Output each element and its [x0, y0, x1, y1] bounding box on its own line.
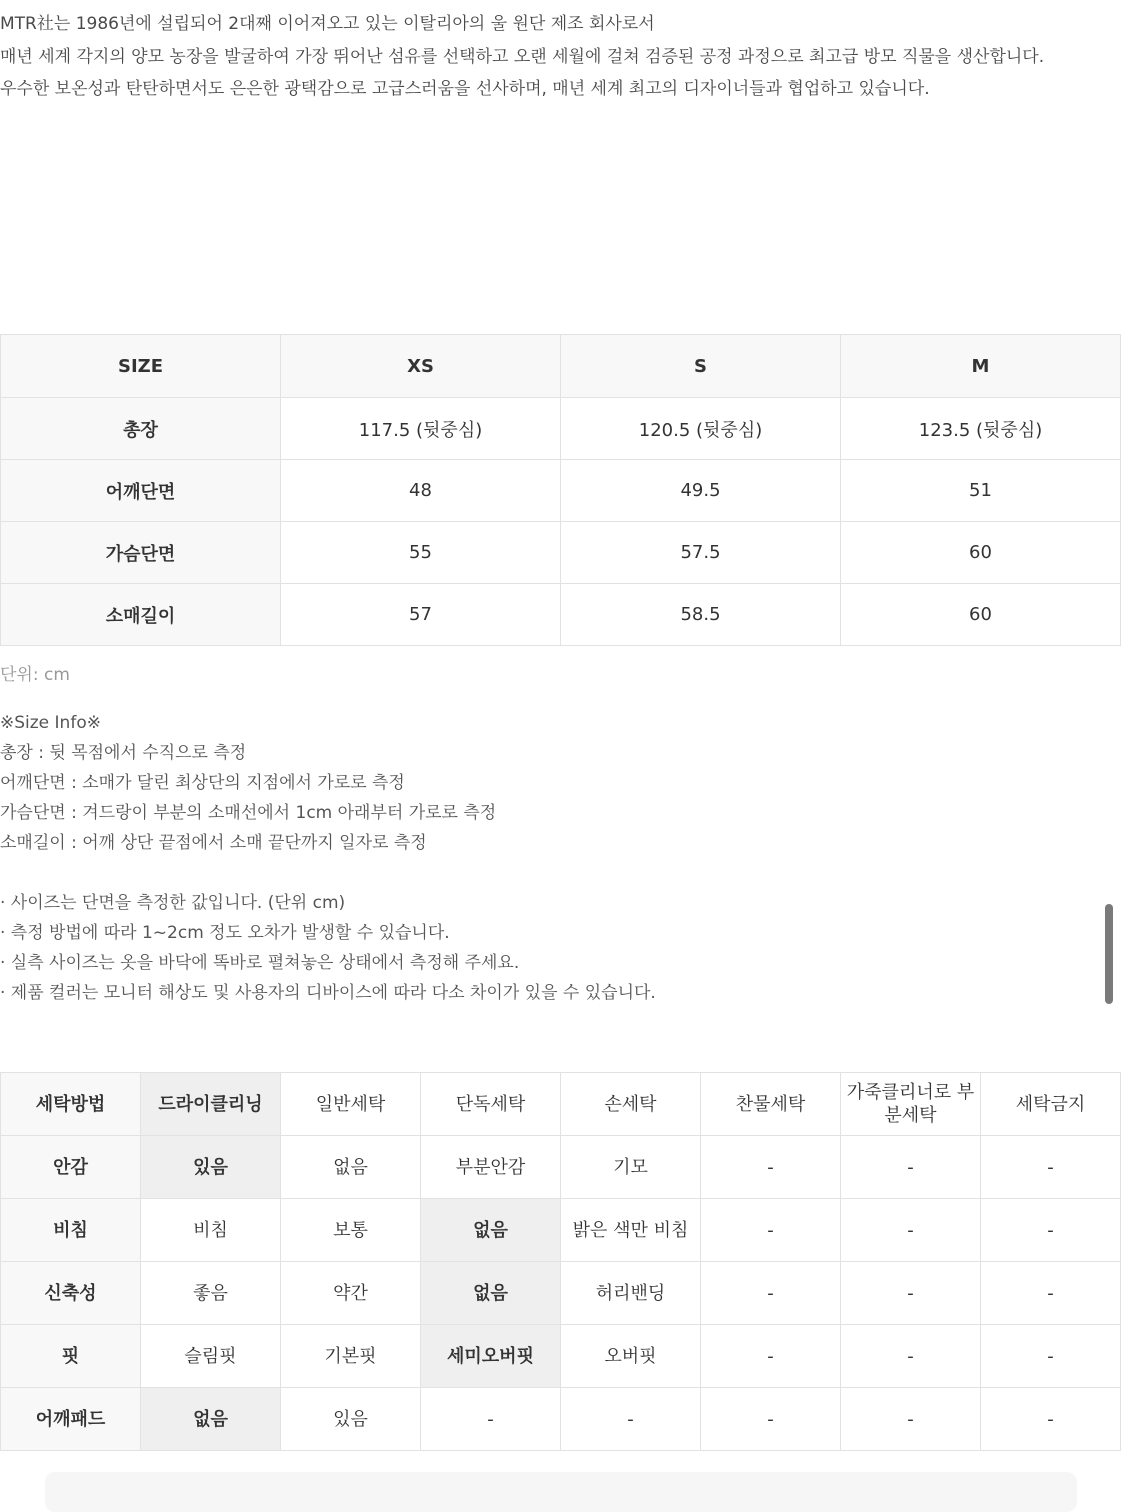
size-cell: 51 — [841, 460, 1121, 522]
size-info-line: 가슴단면 : 겨드랑이 부분의 소매선에서 1cm 아래부터 가로로 측정 — [0, 803, 497, 823]
care-cell: - — [841, 1388, 981, 1451]
intro-line: MTR社는 1986년에 설립되어 2대째 이어져오고 있는 이탈리아의 울 원단 제조 회사로서 — [0, 14, 655, 34]
care-cell: - — [841, 1262, 981, 1325]
care-header-cell: 세탁방법 — [1, 1073, 141, 1136]
care-cell: - — [701, 1388, 841, 1451]
bottom-panel — [45, 1472, 1077, 1512]
care-row-label: 안감 — [1, 1136, 141, 1199]
care-cell: 좋음 — [141, 1262, 281, 1325]
size-header-cell: M — [841, 335, 1121, 398]
care-cell: 없음 — [421, 1199, 561, 1262]
size-header-cell: S — [561, 335, 841, 398]
size-cell: 123.5 (뒷중심) — [841, 398, 1121, 460]
care-header-cell: 손세탁 — [561, 1073, 701, 1136]
care-cell: - — [701, 1199, 841, 1262]
care-cell: 슬림핏 — [141, 1325, 281, 1388]
care-cell: - — [981, 1136, 1121, 1199]
care-table-row — [1, 1325, 1121, 1388]
size-row-label: 총장 — [1, 398, 281, 460]
care-cell: 부분안감 — [421, 1136, 561, 1199]
care-header-cell: 일반세탁 — [281, 1073, 421, 1136]
care-cell: 기모 — [561, 1136, 701, 1199]
care-cell: 있음 — [141, 1136, 281, 1199]
care-cell: 허리밴딩 — [561, 1262, 701, 1325]
care-cell: - — [841, 1136, 981, 1199]
size-table-row — [1, 398, 1121, 460]
care-cell: - — [841, 1199, 981, 1262]
intro-line: 매년 세계 각지의 양모 농장을 발굴하여 가장 뛰어난 섬유를 선택하고 오랜 세월에 걸쳐 검증된 공정 과정으로 최고급 방모 직물을 생산합니다. — [0, 46, 1045, 67]
note-line: · 사이즈는 단면을 측정한 값입니다. (단위 cm) — [0, 893, 346, 913]
care-header-cell: 찬물세탁 — [701, 1073, 841, 1136]
size-table — [0, 334, 1121, 646]
care-cell: - — [561, 1388, 701, 1451]
size-header-cell: XS — [281, 335, 561, 398]
care-cell: - — [841, 1325, 981, 1388]
care-table-row — [1, 1136, 1121, 1199]
care-row-label: 신축성 — [1, 1262, 141, 1325]
care-cell: - — [701, 1136, 841, 1199]
scrollbar-thumb[interactable] — [1105, 904, 1113, 1004]
note-line: · 제품 컬러는 모니터 해상도 및 사용자의 디바이스에 따라 다소 차이가 있을 수 있습니다. — [0, 983, 656, 1003]
care-row-label: 비침 — [1, 1199, 141, 1262]
care-cell: 보통 — [281, 1199, 421, 1262]
size-table-header-row — [1, 335, 1121, 398]
care-cell: - — [981, 1325, 1121, 1388]
care-row-label: 어깨패드 — [1, 1388, 141, 1451]
care-cell: 세미오버핏 — [421, 1325, 561, 1388]
note-line: · 측정 방법에 따라 1~2cm 정도 오차가 발생할 수 있습니다. — [0, 923, 450, 943]
care-row-label: 핏 — [1, 1325, 141, 1388]
size-cell: 48 — [281, 460, 561, 522]
size-cell: 55 — [281, 522, 561, 584]
size-header-cell: SIZE — [1, 335, 281, 398]
size-info-line: 총장 : 뒷 목점에서 수직으로 측정 — [0, 743, 247, 763]
care-cell: - — [981, 1262, 1121, 1325]
care-cell: 있음 — [281, 1388, 421, 1451]
care-table-row — [1, 1199, 1121, 1262]
care-table-row — [1, 1262, 1121, 1325]
unit-label: 단위: cm — [0, 665, 70, 685]
size-info-title: ※Size Info※ — [0, 713, 101, 733]
size-notes — [0, 888, 656, 1008]
care-cell: 없음 — [281, 1136, 421, 1199]
care-cell: 없음 — [141, 1388, 281, 1451]
size-row-label: 가슴단면 — [1, 522, 281, 584]
size-info-line: 소매길이 : 어깨 상단 끝점에서 소매 끝단까지 일자로 측정 — [0, 833, 427, 853]
size-cell: 57.5 — [561, 522, 841, 584]
care-header-cell: 세탁금지 — [981, 1073, 1121, 1136]
care-header-cell: 단독세탁 — [421, 1073, 561, 1136]
size-info-line: 어깨단면 : 소매가 달린 최상단의 지점에서 가로로 측정 — [0, 773, 405, 793]
size-cell: 117.5 (뒷중심) — [281, 398, 561, 460]
care-cell: - — [981, 1388, 1121, 1451]
size-cell: 49.5 — [561, 460, 841, 522]
size-cell: 60 — [841, 584, 1121, 646]
size-cell: 120.5 (뒷중심) — [561, 398, 841, 460]
care-cell: - — [421, 1388, 561, 1451]
care-table-row — [1, 1388, 1121, 1451]
size-row-label: 어깨단면 — [1, 460, 281, 522]
care-cell: - — [701, 1325, 841, 1388]
care-table-header-row — [1, 1073, 1121, 1136]
care-cell: 밝은 색만 비침 — [561, 1199, 701, 1262]
care-cell: - — [701, 1262, 841, 1325]
size-cell: 58.5 — [561, 584, 841, 646]
care-cell: 오버핏 — [561, 1325, 701, 1388]
intro-line: 우수한 보온성과 탄탄하면서도 은은한 광택감으로 고급스러움을 선사하며, 매년 세계 최고의 디자이너들과 협업하고 있습니다. — [0, 79, 930, 99]
intro-text — [0, 8, 1100, 106]
size-row-label: 소매길이 — [1, 584, 281, 646]
size-table-row — [1, 460, 1121, 522]
care-cell: - — [981, 1199, 1121, 1262]
size-cell: 60 — [841, 522, 1121, 584]
care-cell: 비침 — [141, 1199, 281, 1262]
care-table — [0, 1072, 1121, 1451]
care-cell: 없음 — [421, 1262, 561, 1325]
care-header-cell: 가죽클리너로 부분세탁 — [841, 1073, 981, 1136]
care-cell: 약간 — [281, 1262, 421, 1325]
care-cell: 기본핏 — [281, 1325, 421, 1388]
note-line: · 실측 사이즈는 옷을 바닥에 똑바로 펼쳐놓은 상태에서 측정해 주세요. — [0, 953, 520, 973]
size-table-row — [1, 522, 1121, 584]
size-table-row — [1, 584, 1121, 646]
size-cell: 57 — [281, 584, 561, 646]
size-info — [0, 708, 496, 858]
care-header-cell: 드라이클리닝 — [141, 1073, 281, 1136]
